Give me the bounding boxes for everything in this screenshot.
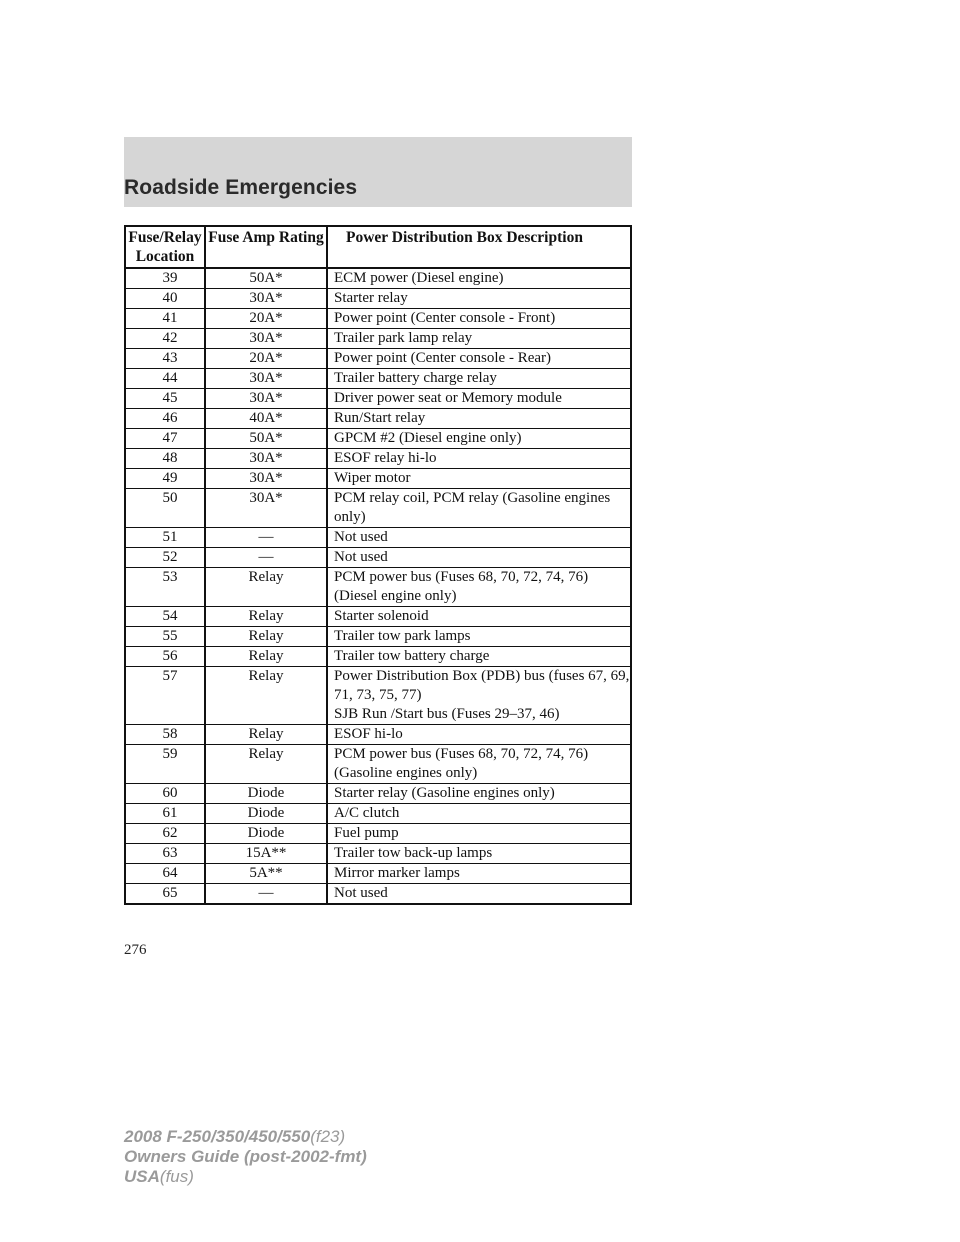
- fuse-rating-cell: —: [205, 528, 327, 548]
- section-title: Roadside Emergencies: [124, 176, 358, 199]
- fuse-rating-cell: 15A**: [205, 844, 327, 864]
- fuse-rating-cell: Relay: [205, 667, 327, 725]
- fuse-description-cell: Wiper motor: [327, 469, 631, 489]
- fuse-rating-cell: 30A*: [205, 369, 327, 389]
- footer-guide-title: Owners Guide (post-2002-fmt): [124, 1147, 367, 1166]
- table-row: [125, 449, 631, 469]
- header-description: Power Distribution Box Description: [327, 226, 631, 268]
- fuse-description-cell: Mirror marker lamps: [327, 864, 631, 884]
- fuse-location-cell: 62: [125, 824, 205, 844]
- fuse-description-cell: Not used: [327, 528, 631, 548]
- fuse-location-cell: 55: [125, 627, 205, 647]
- fuse-rating-cell: Relay: [205, 725, 327, 745]
- table-row: [125, 528, 631, 548]
- table-row: [125, 667, 631, 725]
- fuse-location-cell: 49: [125, 469, 205, 489]
- fuse-rating-cell: Relay: [205, 745, 327, 784]
- footer: [124, 1127, 367, 1187]
- table-header-row: [125, 226, 631, 268]
- fuse-location-cell: 39: [125, 268, 205, 289]
- fuse-location-cell: 63: [125, 844, 205, 864]
- table-row: [125, 329, 631, 349]
- fuse-location-cell: 42: [125, 329, 205, 349]
- table-body: [125, 268, 631, 904]
- table-row: [125, 369, 631, 389]
- fuse-rating-cell: 20A*: [205, 309, 327, 329]
- fuse-rating-cell: 30A*: [205, 389, 327, 409]
- fuse-description-cell: Driver power seat or Memory module: [327, 389, 631, 409]
- fuse-location-cell: 53: [125, 568, 205, 607]
- fuse-rating-cell: 40A*: [205, 409, 327, 429]
- table-row: [125, 309, 631, 329]
- fuse-rating-cell: Relay: [205, 568, 327, 607]
- fuse-description-cell: Not used: [327, 548, 631, 568]
- table-row: [125, 469, 631, 489]
- table-row: [125, 864, 631, 884]
- fuse-description-cell: Power Distribution Box (PDB) bus (fuses 67, 69, 71, 73, 75, 77) SJB Run /Start bus (Fuses 29–37, 46): [327, 667, 631, 725]
- fuse-rating-cell: 30A*: [205, 449, 327, 469]
- table-row: [125, 568, 631, 607]
- fuse-location-cell: 65: [125, 884, 205, 905]
- fuse-description-cell: Starter solenoid: [327, 607, 631, 627]
- table-row: [125, 289, 631, 309]
- fuse-description-cell: Starter relay (Gasoline engines only): [327, 784, 631, 804]
- fuse-description-cell: Trailer battery charge relay: [327, 369, 631, 389]
- fuse-rating-cell: 30A*: [205, 469, 327, 489]
- fuse-description-cell: Fuel pump: [327, 824, 631, 844]
- fuse-rating-cell: 30A*: [205, 489, 327, 528]
- table-row: [125, 647, 631, 667]
- footer-line-1: [124, 1127, 367, 1147]
- fuse-description-cell: ESOF hi-lo: [327, 725, 631, 745]
- fuse-location-cell: 43: [125, 349, 205, 369]
- fuse-rating-cell: 20A*: [205, 349, 327, 369]
- fuse-rating-cell: 30A*: [205, 289, 327, 309]
- fuse-location-cell: 56: [125, 647, 205, 667]
- table-row: [125, 745, 631, 784]
- fuse-rating-cell: —: [205, 548, 327, 568]
- footer-region-code: (fus): [159, 1167, 194, 1186]
- fuse-location-cell: 54: [125, 607, 205, 627]
- fuse-location-cell: 64: [125, 864, 205, 884]
- fuse-location-cell: 58: [125, 725, 205, 745]
- fuse-location-cell: 40: [125, 289, 205, 309]
- fuse-description-cell: ECM power (Diesel engine): [327, 268, 631, 289]
- fuse-description-cell: Trailer park lamp relay: [327, 329, 631, 349]
- fuse-location-cell: 59: [125, 745, 205, 784]
- fuse-description-cell: Trailer tow back-up lamps: [327, 844, 631, 864]
- fuse-location-cell: 48: [125, 449, 205, 469]
- fuse-description-cell: Trailer tow park lamps: [327, 627, 631, 647]
- fuse-rating-cell: 50A*: [205, 429, 327, 449]
- fuse-description-cell: Power point (Center console - Rear): [327, 349, 631, 369]
- fuse-rating-cell: —: [205, 884, 327, 905]
- footer-model-code: (f23): [310, 1127, 346, 1146]
- fuse-location-cell: 50: [125, 489, 205, 528]
- fuse-location-cell: 52: [125, 548, 205, 568]
- table-row: [125, 627, 631, 647]
- table-row: [125, 725, 631, 745]
- fuse-location-cell: 47: [125, 429, 205, 449]
- page-number: 276: [124, 942, 147, 958]
- footer-line-3: [124, 1167, 367, 1187]
- fuse-rating-cell: 5A**: [205, 864, 327, 884]
- fuse-location-cell: 41: [125, 309, 205, 329]
- fuse-rating-cell: Relay: [205, 647, 327, 667]
- fuse-location-cell: 60: [125, 784, 205, 804]
- table-row: [125, 349, 631, 369]
- footer-model: 2008 F-250/350/450/550: [124, 1127, 311, 1146]
- fuse-description-cell: GPCM #2 (Diesel engine only): [327, 429, 631, 449]
- table-row: [125, 268, 631, 289]
- fuse-description-cell: ESOF relay hi-lo: [327, 449, 631, 469]
- fuse-description-cell: Run/Start relay: [327, 409, 631, 429]
- table-row: [125, 784, 631, 804]
- fuse-location-cell: 51: [125, 528, 205, 548]
- table-row: [125, 824, 631, 844]
- table-row: [125, 548, 631, 568]
- table-row: [125, 844, 631, 864]
- table-row: [125, 607, 631, 627]
- fuse-rating-cell: 30A*: [205, 329, 327, 349]
- table-row: [125, 804, 631, 824]
- fuse-rating-cell: Diode: [205, 824, 327, 844]
- fuse-rating-cell: Diode: [205, 804, 327, 824]
- footer-region: USA: [124, 1167, 160, 1186]
- table-row: [125, 489, 631, 528]
- fuse-description-cell: Trailer tow battery charge: [327, 647, 631, 667]
- fuse-rating-cell: Relay: [205, 627, 327, 647]
- fuse-location-cell: 46: [125, 409, 205, 429]
- header-rating: Fuse Amp Rating: [205, 226, 327, 268]
- fuse-location-cell: 61: [125, 804, 205, 824]
- fuse-description-cell: PCM power bus (Fuses 68, 70, 72, 74, 76) (Diesel engine only): [327, 568, 631, 607]
- fuse-description-cell: Starter relay: [327, 289, 631, 309]
- fuse-description-cell: Not used: [327, 884, 631, 905]
- table-row: [125, 429, 631, 449]
- fuse-location-cell: 44: [125, 369, 205, 389]
- fuse-description-cell: PCM relay coil, PCM relay (Gasoline engines only): [327, 489, 631, 528]
- fuse-description-cell: Power point (Center console - Front): [327, 309, 631, 329]
- footer-line-2: [124, 1147, 367, 1167]
- fuse-description-cell: PCM power bus (Fuses 68, 70, 72, 74, 76) (Gasoline engines only): [327, 745, 631, 784]
- table-row: [125, 409, 631, 429]
- fuse-description-cell: A/C clutch: [327, 804, 631, 824]
- table-row: [125, 389, 631, 409]
- fuse-rating-cell: Relay: [205, 607, 327, 627]
- fuse-location-cell: 57: [125, 667, 205, 725]
- fuse-table: [124, 225, 632, 905]
- header-location: Fuse/Relay Location: [125, 226, 205, 268]
- table-row: [125, 884, 631, 905]
- fuse-rating-cell: 50A*: [205, 268, 327, 289]
- fuse-rating-cell: Diode: [205, 784, 327, 804]
- fuse-location-cell: 45: [125, 389, 205, 409]
